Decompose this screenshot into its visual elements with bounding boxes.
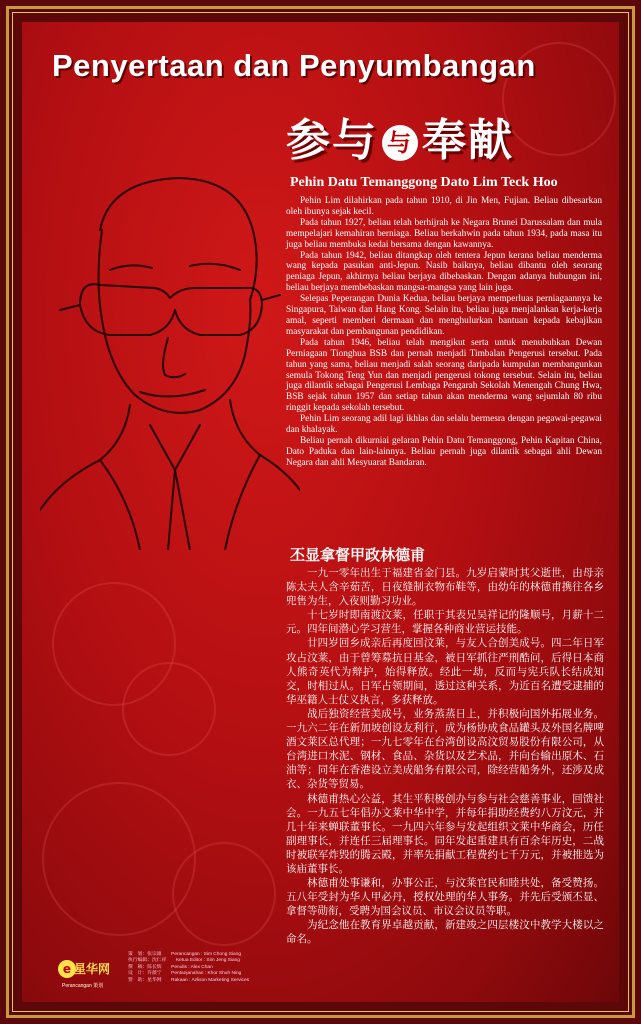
paragraph: 廿四岁回乡成亲后再度回汶莱，与友人合创美成号。四二年日军攻占汶莱，由于曾筹募抗日基金，被日军抓往严刑酷问，后得日本商人熊奇英代为辩护，始得释放。经此一劫，反而与宪兵队长结成知交，时相过从。日军占领期间，透过这种关系，为近百名遭受逮捕的华巫籍人士仗义执言，多获释放。 (286, 637, 604, 706)
floral-ornament (122, 662, 216, 756)
paragraph: 林德甫热心公益，其生平积极创办与参与社会慈善事业，回馈社会。一九五七年倡办文莱中华中学，并每年捐助经费约八万汶元，并几十年来蝉联董事长。一九四六年参与发起组织文莱中华商会，历任副理事长，并连任三届理事长。同年发起重建具有百余年历史，二战时被联军炸毁的腾云殿，并率先捐献工程费约七千万元，并被推选为该庙董事长。 (286, 792, 604, 875)
paragraph: Pehin Lim dilahirkan pada tahun 1910, di Jin Men, Fujian. Beliau dibesarkan oleh ibunya sejak kecil. (286, 196, 602, 217)
page-title-malay: Penyertaan dan Penyumbangan (52, 48, 536, 83)
title-zh-part2: 奉献 (422, 115, 514, 166)
credit-row: 执行编辑：沈仁祥 Ketua Editor : Sim Jeng Siang (128, 958, 240, 964)
credit-row: 赞 助：星华网 Rakaan : Azlison Marketing Services (128, 977, 250, 983)
credit-row: 策 划：张宗雄 Perancangan : Sim Chong Siang (128, 952, 242, 957)
svg-text:e: e (62, 962, 72, 976)
subject-name-chinese: 丕显拿督甲政林德甫 (290, 546, 426, 564)
floral-ornament (42, 782, 196, 936)
credit-row: 撰 稿：陈长辉 Penulis : Alex Chan (128, 964, 213, 970)
title-zh-part1: 参与 (286, 115, 378, 166)
logo-subtitle: Perancangan 策划 (62, 983, 104, 989)
paragraph: 十七岁时即南渡汶莱，任职于其表兄吴祥记的隆顺号，月薪十二元。四年间潜心学习营生，掌握各种商业营运技能。 (286, 609, 604, 636)
portrait-sketch-image (40, 170, 300, 550)
biography-chinese (286, 566, 604, 947)
paragraph: Pada tahun 1927, beliau telah berhijrah ke Negara Brunei Darussalam dan mula mempelajari kemahiran berniaga. Beliau berkahwin pada tahun 1934, pada masa itu juga beliau membuka kedai bersama dengan kawannya. (286, 217, 602, 250)
paragraph: Pehin Lim seorang adil lagi ikhlas dan selalu bermesra dengan pegawai-pegawai dan khalayak. (286, 414, 602, 436)
paragraph: 一九一零年出生于福建省金门县。九岁启蒙时其父逝世，由母亲陈太夫人含辛茹苦，日夜缝制衣物布鞋等，由幼年的林德甫携往各乡兜售为生，入夜则勤习功业。 (286, 567, 604, 608)
paragraph: 战后独资经营美成号，业务蒸蒸日上，并积极向国外拓展业务。一九六二年在新加坡创设友利行，成为杨协成食品罐头及外国名牌啤酒文莱区总代理；一九七零年在台湾创设高汶贸易股份有限公司，从台湾进口水泥、钢材、食品、杂货以及艺术品，并向台输出原木、石油等；同年在香港设立美成船务有限公司，除经营船务外，还涉及成衣、杂货等贸易。 (286, 707, 604, 791)
biography-english (286, 196, 602, 469)
subject-name-english: Pehin Datu Temanggong Dato Lim Teck Hoo (290, 175, 558, 190)
logo-text: 星华网 (74, 962, 111, 976)
title-zh-connector: 与 (382, 125, 418, 161)
paragraph: Beliau pernah dikurniai gelaran Pehin Datu Temanggong, Pehin Kapitan China, Dato Paduka dan lain-lainnya. Beliau pernah juga dilantik sebagai ahli Dewan Negara dan ahli Mesyuarat Bandaran. (286, 435, 602, 468)
floral-ornament (172, 842, 276, 946)
paragraph: Pada tahun 1946, beliau telah mengikut serta untuk menubuhkan Dewan Perniagaan Tionghua BSB dan pernah menjadi Timbalan Pengerusi tersebut. Pada tahun yang sama, beliau menjadi salah seorang daripada kumpulan membangunkan semula Tokong Teng Yun dan menjadi pengerusi tokong tersebut. Selain itu, beliau juga dilantik sebagai Pengerusi Lembaga Pengarah Sekolah Menengah Chung Hwa, BSB sejak tahun 1957 dan setiap tahun akan menderma wang sejumlah 80 ribu ringgit kepada sekolah tersebut. (286, 337, 602, 414)
credits-block (128, 952, 278, 984)
paragraph: 为纪念他在教育界卓越贡献，新建竣之四层楼汶中教学大楼以之命名。 (286, 919, 604, 946)
paragraph: Selepas Peperangan Dunia Kedua, beliau berjaya memperluas perniagaannya ke Singapura, Taiwan dan Hang Kong. Selain itu, beliau juga menjalankan kerja-kerja amal, seperti memberi dermaan dan menghulurkan bantuan kepada kebajikan masyarakat dan pembangunan pendidikan. (286, 294, 602, 337)
paragraph: 林德甫处事谦和，办事公正，与汶莱官民和睦共处，备受赞扬。五八年受封为华人甲必丹，授权处理的华人事务。并先后受颁丕显、拿督等勋衔，受聘为国会议员、市议会议员等职。 (286, 877, 604, 918)
paragraph: Pada tahun 1942, beliau ditangkap oleh tentera Jepun kerana beliau menderma wang kepada pasukan anti-Jepun. Nasib baiknya, beliau dibantu oleh seorang peniaga Jepun, akhirnya beliau berjaya dibebaskan. Dengan adanya hubungan ini, beliau berjaya membebaskan mangsa-mangsa yang lain juga. (286, 250, 602, 294)
credit-row: 设 计：许薇宁 Pentanjanahan : Khor Shuh Ning (128, 971, 242, 977)
page-title-chinese (286, 104, 606, 168)
